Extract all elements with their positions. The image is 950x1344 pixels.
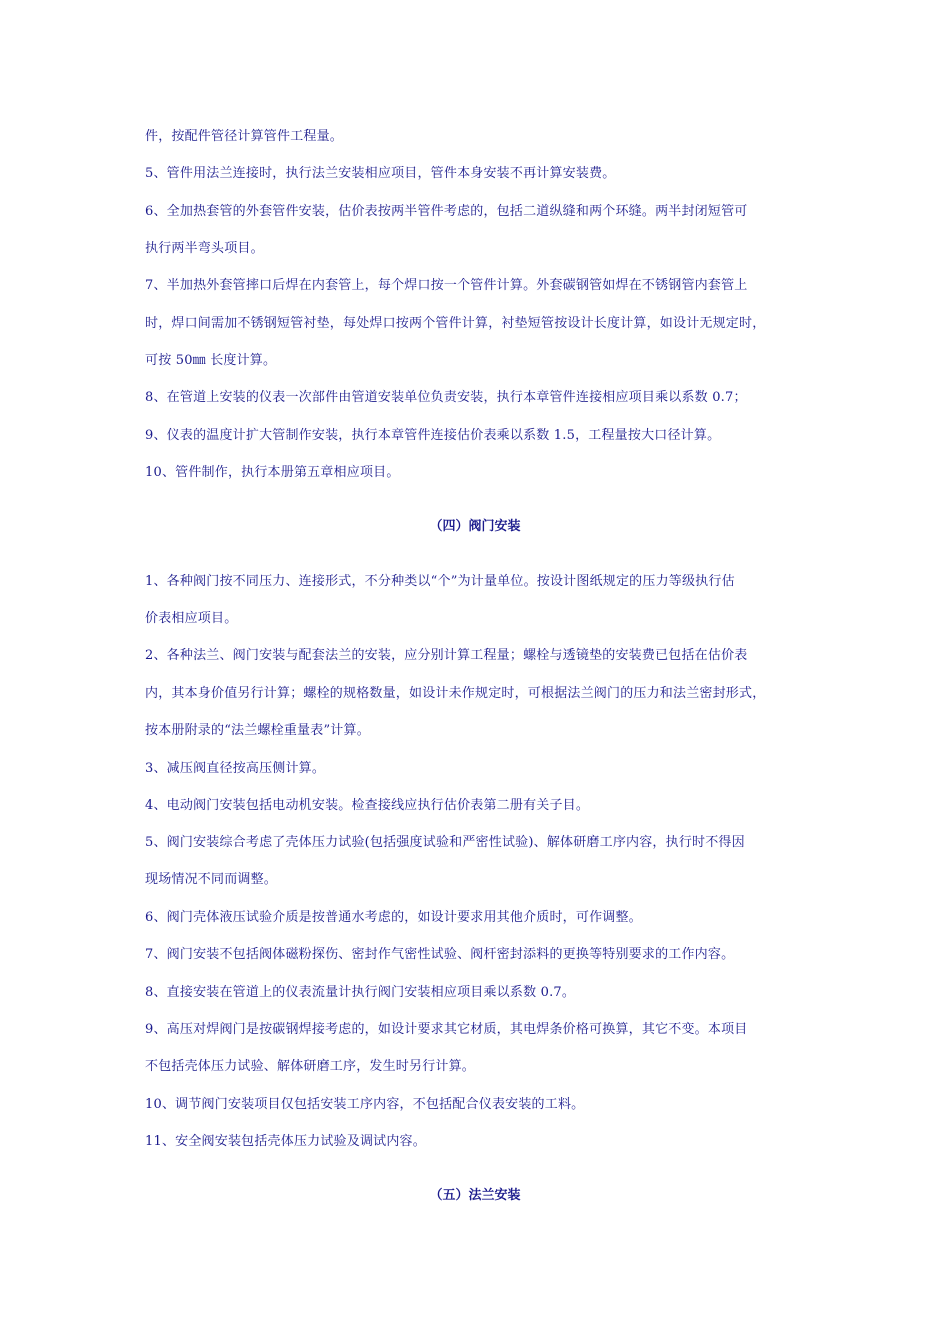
text-line: 5、阀门安装综合考虑了壳体压力试验(包括强度试验和严密性试验)、解体研磨工序内容，执行时不得因 bbox=[145, 835, 745, 850]
text-line: 现场情况不同而调整。 bbox=[145, 872, 278, 887]
text-line: 6、阀门壳体液压试验介质是按普通水考虑的，如设计要求用其他介质时，可作调整。 bbox=[145, 910, 642, 925]
text-line: 可按 50㎜ 长度计算。 bbox=[145, 353, 277, 368]
text-line: 11、安全阀安装包括壳体压力试验及调试内容。 bbox=[145, 1134, 426, 1149]
text-line: 2、各种法兰、阀门安装与配套法兰的安装，应分别计算工程量；螺栓与透镜垫的安装费已包括在估价表 bbox=[145, 648, 748, 663]
text-line: 价表相应项目。 bbox=[145, 611, 238, 626]
text-line: 7、半加热外套管摔口后焊在内套管上，每个焊口按一个管件计算。外套碳钢管如焊在不锈钢管内套管上 bbox=[145, 278, 748, 293]
text-line: 4、电动阀门安装包括电动机安装。检查接线应执行估价表第二册有关子目。 bbox=[145, 798, 590, 813]
text-line: 10、管件制作，执行本册第五章相应项目。 bbox=[145, 465, 400, 480]
text-line: 10、调节阀门安装项目仅包括安装工序内容，不包括配合仪表安装的工料。 bbox=[145, 1097, 585, 1112]
text-line: 件，按配件管径计算管件工程量。 bbox=[145, 129, 344, 144]
text-line: 执行两半弯头项目。 bbox=[145, 241, 264, 256]
text-line: 按本册附录的“法兰螺栓重量表”计算。 bbox=[145, 723, 370, 738]
text-line: 8、在管道上安装的仪表一次部件由管道安装单位负责安装，执行本章管件连接相应项目乘以系数 0.7； bbox=[145, 390, 747, 405]
text-line: 7、阀门安装不包括阀体磁粉探伤、密封作气密性试验、阀杆密封添料的更换等特别要求的工作内容。 bbox=[145, 947, 735, 962]
text-line: 时，焊口间需加不锈钢短管衬垫，每处焊口按两个管件计算，衬垫短管按设计长度计算，如设计无规定时， bbox=[145, 316, 766, 331]
section-heading: （五）法兰安装 bbox=[429, 1188, 521, 1203]
text-line: 不包括壳体压力试验、解体研磨工序，发生时另行计算。 bbox=[145, 1059, 476, 1074]
text-line: 5、管件用法兰连接时，执行法兰安装相应项目，管件本身安装不再计算安装费。 bbox=[145, 166, 616, 181]
text-line: 6、全加热套管的外套管件安装，估价表按两半管件考虑的，包括二道纵缝和两个环缝。两半封闭短管可 bbox=[145, 204, 748, 219]
text-line: 内，其本身价值另行计算；螺栓的规格数量，如设计未作规定时，可根据法兰阀门的压力和法兰密封形式， bbox=[145, 686, 766, 701]
text-line: 8、直接安装在管道上的仪表流量计执行阀门安装相应项目乘以系数 0.7。 bbox=[145, 985, 576, 1000]
section-heading: （四）阀门安装 bbox=[429, 519, 521, 534]
text-line: 9、仪表的温度计扩大管制作安装，执行本章管件连接估价表乘以系数 1.5，工程量按大口径计算。 bbox=[145, 428, 721, 443]
text-line: 3、减压阀直径按高压侧计算。 bbox=[145, 761, 326, 776]
text-line: 1、各种阀门按不同压力、连接形式，不分种类以“个”为计量单位。按设计图纸规定的压力等级执行估 bbox=[145, 574, 735, 589]
text-line: 9、高压对焊阀门是按碳钢焊接考虑的，如设计要求其它材质，其电焊条价格可换算，其它不变。本项目 bbox=[145, 1022, 748, 1037]
